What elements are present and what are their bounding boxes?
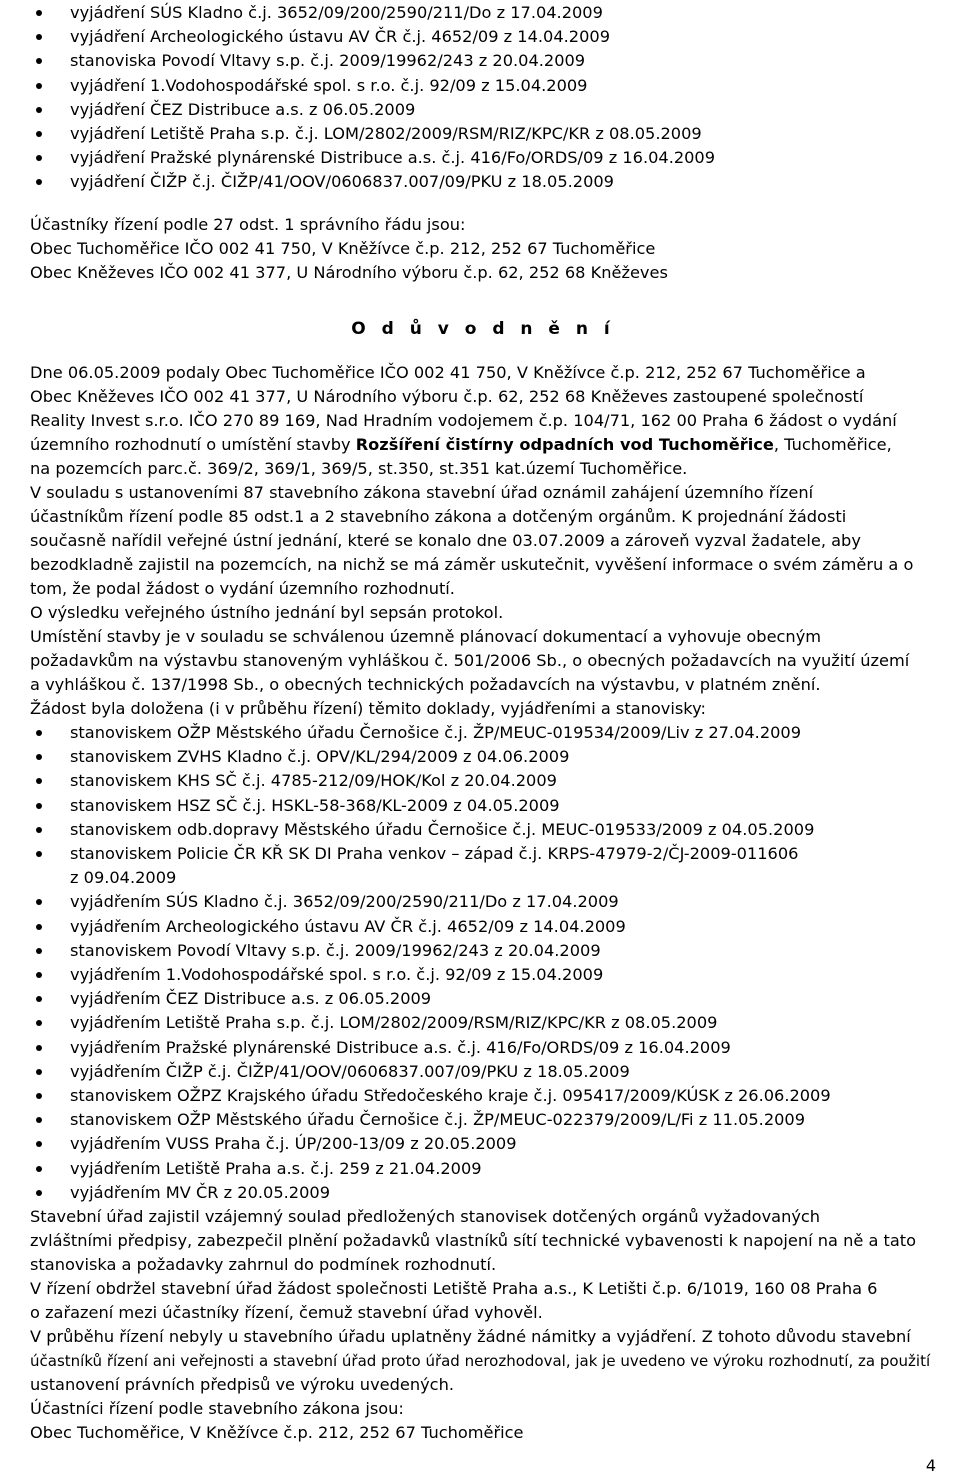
bullet-icon [36,58,42,64]
bullet-icon [36,83,42,89]
p1-line-1: Dne 06.05.2009 podaly Obec Tuchoměřice IČO 002 41 750, V Kněžívce č.p. 212, 252 67 Tuchoměřice a [30,363,866,382]
bullet-icon [36,1093,42,1099]
section-heading: O d ů v o d n ě n í [351,319,615,339]
p10: Obec Tuchoměřice, V Kněžívce č.p. 212, 252 67 Tuchoměřice [30,1423,524,1442]
participants-intro: Účastníky řízení podle 27 odst. 1 správního řádu jsou: [30,215,466,234]
p4-line-1: Umístění stavby je v souladu se schválenou územně plánovací dokumentací a vyhovuje obecným [30,627,822,646]
list-item: vyjádřením Pražské plynárenské Distribuce a.s. č.j. 416/Fo/ORDS/09 z 16.04.2009 [70,1037,731,1057]
p2-line-1: V souladu s ustanoveními 87 stavebního zákona stavební úřad oznámil zahájení územního řízení [30,483,814,502]
bullet-icon [36,1045,42,1051]
list-item: vyjádření SÚS Kladno č.j. 3652/09/200/2590/211/Do z 17.04.2009 [70,3,603,22]
p4-line-2: požadavkům na výstavbu stanoveným vyhláškou č. 501/2006 Sb., o obecných požadavcích na využití území [30,651,910,670]
bullet-icon [36,107,42,113]
list-item: vyjádřením 1.Vodohospodářské spol. s r.o. č.j. 92/09 z 15.04.2009 [70,965,604,984]
participant-2: Obec Kněževes IČO 002 41 377, U Národního výboru č.p. 62, 252 68 Kněževes [30,263,668,282]
p6-line-3: stanoviska a požadavky zahrnul do podmínek rozhodnutí. [30,1255,497,1274]
list-item: stanoviska Povodí Vltavy s.p. č.j. 2009/19962/243 z 20.04.2009 [70,51,586,71]
bullet-icon [36,1020,42,1026]
p1-line-5: na pozemcích parc.č. 369/2, 369/1, 369/5, st.350, st.351 kat.území Tuchoměřice. [30,459,688,478]
list-item: vyjádřením Letiště Praha s.p. č.j. LOM/2802/2009/RSM/RIZ/KPC/KR z 08.05.2009 [70,1013,718,1033]
list-item: stanoviskem Policie ČR KŘ SK DI Praha venkov – západ č.j. KRPS-47979-2/ČJ-2009-011606 [70,844,799,863]
project-name: Rozšíření čistírny odpadních vod Tuchoměřice [355,435,774,454]
bullet-icon [36,1141,42,1147]
p1-line-4 [30,434,892,456]
bullet-icon [36,778,42,784]
list-item: stanoviskem OŽP Městského úřadu Černošice č.j. ŽP/MEUC-022379/2009/L/Fi z 11.05.2009 [70,1110,806,1130]
p9: Účastníci řízení podle stavebního zákona jsou: [30,1399,404,1418]
p6-line-1: Stavební úřad zajistil vzájemný soulad předložených stanovisek dotčených orgánů vyžadovaných [30,1207,821,1226]
list-item: stanoviskem Povodí Vltavy s.p. č.j. 2009/19962/243 z 20.04.2009 [70,940,601,960]
list-item: stanoviskem HSZ SČ č.j. HSKL-58-368/KL-2009 z 04.05.2009 [70,795,560,815]
p2-line-4: bezodkladně zajistil na pozemcích, na nichž se má záměr uskutečnit, vyvěšení informace o svém záměru a o [30,555,914,574]
p7-line-1: V řízení obdržel stavební úřad žádost společnosti Letiště Praha a.s., K Letišti č.p. 6/1019, 160 08 Praha 6 [30,1279,878,1298]
bullet-icon [36,1190,42,1196]
p8-line-2-end: úřad nerozhodoval, jak je uvedeno ve výroku rozhodnutí, za použití [425,1352,931,1370]
bullet-icon [36,179,42,185]
bullet-icon [36,1166,42,1172]
p2-line-5: tom, že podal žádost o vydání územního rozhodnutí. [30,579,455,598]
p1-line-4-start: územního rozhodnutí o umístění stavby [30,435,356,454]
bullet-icon [36,10,42,16]
bullet-icon [36,803,42,809]
bullet-icon [36,754,42,760]
p1-line-2: Obec Kněževes IČO 002 41 377, U Národního výboru č.p. 62, 252 68 Kněževes zastoupené společností [30,387,864,406]
bullet-icon [36,899,42,905]
p8-line-2 [30,1350,930,1372]
list-item: vyjádření Pražské plynárenské Distribuce a.s. č.j. 416/Fo/ORDS/09 z 16.04.2009 [70,148,716,168]
bullet-icon [36,1069,42,1075]
list-item: stanoviskem KHS SČ č.j. 4785-212/09/HOK/Kol z 20.04.2009 [70,771,557,791]
p1-line-4-end: , Tuchoměřice, [773,435,892,454]
list-item: vyjádřením Archeologického ústavu AV ČR č.j. 4652/09 z 14.04.2009 [70,916,626,936]
p8-line-1: V průběhu řízení nebyly u stavebního úřadu uplatněny žádné námitky a vyjádření. Z tohoto důvodu stavební [30,1327,911,1346]
list-item: vyjádřením SÚS Kladno č.j. 3652/09/200/2590/211/Do z 17.04.2009 [70,892,619,912]
bullet-icon [36,155,42,161]
list-item: vyjádření ČEZ Distribuce a.s. z 06.05.2009 [70,99,416,119]
bullet-icon [36,996,42,1002]
list-item: stanoviskem ZVHS Kladno č.j. OPV/KL/294/2009 z 04.06.2009 [70,747,570,767]
list-item: vyjádřením ČEZ Distribuce a.s. z 06.05.2009 [70,989,432,1009]
bullet-icon [36,972,42,978]
list-item: vyjádření ČIŽP č.j. ČIŽP/41/OOV/0606837.007/09/PKU z 18.05.2009 [70,172,614,192]
list-item: stanoviskem OŽP Městského úřadu Černošice č.j. ŽP/MEUC-019534/2009/Liv z 27.04.2009 [70,723,802,742]
participant-1: Obec Tuchoměřice IČO 002 41 750, V Kněžívce č.p. 212, 252 67 Tuchoměřice [30,239,656,258]
list-item-continuation: z 09.04.2009 [70,868,177,888]
p5: Žádost byla doložena (i v průběhu řízení) těmito doklady, vyjádřeními a stanovisky: [30,699,706,718]
bullet-icon [36,34,42,40]
bullet-icon [36,924,42,930]
p6-line-2: zvláštními předpisy, zabezpečil plnění požadavků vlastníků sítí technické vybavenosti k napojení na ně a tato [30,1231,917,1250]
bullet-icon [36,851,42,857]
list-item: stanoviskem odb.dopravy Městského úřadu Černošice č.j. MEUC-019533/2009 z 04.05.2009 [70,819,815,839]
list-item: vyjádřením VUSS Praha č.j. ÚP/200-13/09 z 20.05.2009 [70,1134,517,1154]
bullet-icon [36,827,42,833]
list-item: vyjádření 1.Vodohospodářské spol. s r.o. č.j. 92/09 z 15.04.2009 [70,75,588,95]
list-item: vyjádřením MV ČR z 20.05.2009 [70,1182,330,1202]
bullet-icon [36,131,42,137]
bullet-icon [36,730,42,736]
list-item: vyjádření Letiště Praha s.p. č.j. LOM/2802/2009/RSM/RIZ/KPC/KR z 08.05.2009 [70,124,702,143]
p4-line-3: a vyhláškou č. 137/1998 Sb., o obecných technických požadavcích na výstavbu, v platném znění. [30,675,821,694]
page-number: 4 [925,1456,936,1475]
bullet-icon [36,1117,42,1123]
p1-line-3: Reality Invest s.r.o. IČO 270 89 169, Nad Hradním vodojemem č.p. 104/71, 162 00 Praha 6 žádost o vydání [30,411,897,430]
list-item: vyjádření Archeologického ústavu AV ČR č.j. 4652/09 z 14.04.2009 [70,27,610,47]
p3: O výsledku veřejného ústního jednání byl sepsán protokol. [30,603,504,622]
bullet-icon [36,948,42,954]
p8-line-2-start: účastníků řízení ani veřejnosti a stavební úřad proto [30,1352,421,1370]
list-item: vyjádřením Letiště Praha a.s. č.j. 259 z 21.04.2009 [70,1158,482,1178]
p2-line-2: účastníkům řízení podle 85 odst.1 a 2 stavebního zákona a dotčeným orgánům. K projednání žádosti [30,507,847,526]
p8-line-3: ustanovení právních předpisů ve výroku uvedených. [30,1375,454,1394]
list-item: stanoviskem OŽPZ Krajského úřadu Středočeského kraje č.j. 095417/2009/KÚSK z 26.06.2009 [70,1086,831,1105]
list-item: vyjádřením ČIŽP č.j. ČIŽP/41/OOV/0606837.007/09/PKU z 18.05.2009 [70,1061,630,1081]
p2-line-3: současně nařídil veřejné ústní jednání, které se konalo dne 03.07.2009 a zároveň vyzval žadatele, aby [30,531,861,550]
p7-line-2: o zařazení mezi účastníky řízení, čemuž stavební úřad vyhověl. [30,1303,543,1322]
